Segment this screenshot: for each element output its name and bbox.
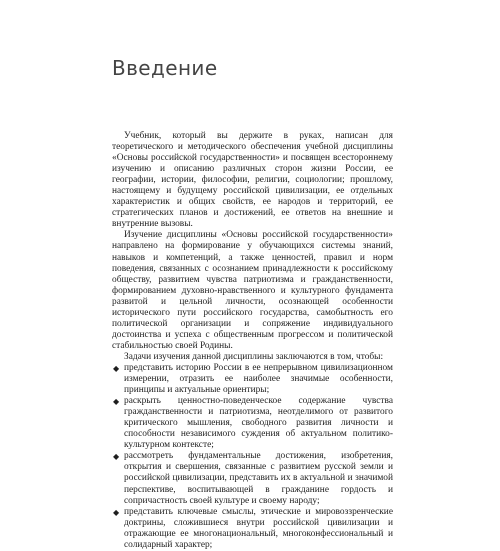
list-item-text: представить ключевые смыслы, этические и мировоззренческие доктрины, сложившиеся внутри российской цивилизации и отражающие ее многонациональный, многоконфессиональный и солидарный характер;: [124, 506, 393, 550]
body-text: [112, 131, 393, 551]
list-item: [112, 396, 393, 451]
bullet-diamond-icon: ◆: [113, 452, 120, 462]
list-item: [112, 363, 393, 396]
chapter-title: Введение: [112, 56, 218, 80]
bullet-diamond-icon: ◆: [113, 397, 120, 407]
list-item-text: раскрыть ценностно-поведенческое содержание чувства гражданственности и патриотизма, неотделимого от развитого критического мышления, свободного развития личности и способности независимого суждения об актуальном политико-культурном контексте;: [124, 396, 393, 451]
list-item-text: рассмотреть фундаментальные достижения, изобретения, открытия и свершения, связанные с развитием русской земли и российской цивилизации, представить их в актуальной и значимой перспективе, воспитывающей в гражданине гордость и сопричастность своей культуре и своему народу;: [124, 451, 393, 506]
list-item: [112, 507, 393, 551]
paragraph: Задачи изучения данной дисциплины заключаются в том, чтобы:: [124, 351, 384, 362]
bullet-diamond-icon: ◆: [113, 507, 120, 517]
paragraph: Изучение дисциплины «Основы российской государственности» направлено на формирование у обучающихся системы знаний, навыков и компетенций, а также ценностей, правил и норм поведения, связанных с осознанием принадлежности к российскому обществу, развитием чувства патриотизма и гражданственности, формированием духовно-нравственного и культурного фундамента развитой и цельной личности, осознающей особенности исторического пути российского государства, самобытность его политической организации и сопряжение индивидуального достоинства и успеха с общественным прогрессом и политической стабильностью своей Родины.: [112, 230, 393, 351]
list-item-text: представить историю России в ее непрерывном цивилизационном измерении, отразить ее наиболее значимые особенности, принципы и актуальные ориентиры;: [124, 362, 393, 396]
bullet-diamond-icon: ◆: [113, 363, 120, 373]
list-item: [112, 451, 393, 506]
tasks-list: [112, 363, 393, 551]
paragraph: Учебник, который вы держите в руках, написан для теоретического и методического обеспечения учебной дисциплины «Основы российской государственности» и посвящен всестороннему изучению и описанию различных сторон жизни России, ее географии, истории, философии, религии, социологии; прошлому, настоящему и будущему российской цивилизации, ее отдельных характеристик и общих свойств, ее народов и территорий, ее стратегических планов и достижений, ее ответов на внешние и внутренние вызовы.: [112, 131, 393, 230]
